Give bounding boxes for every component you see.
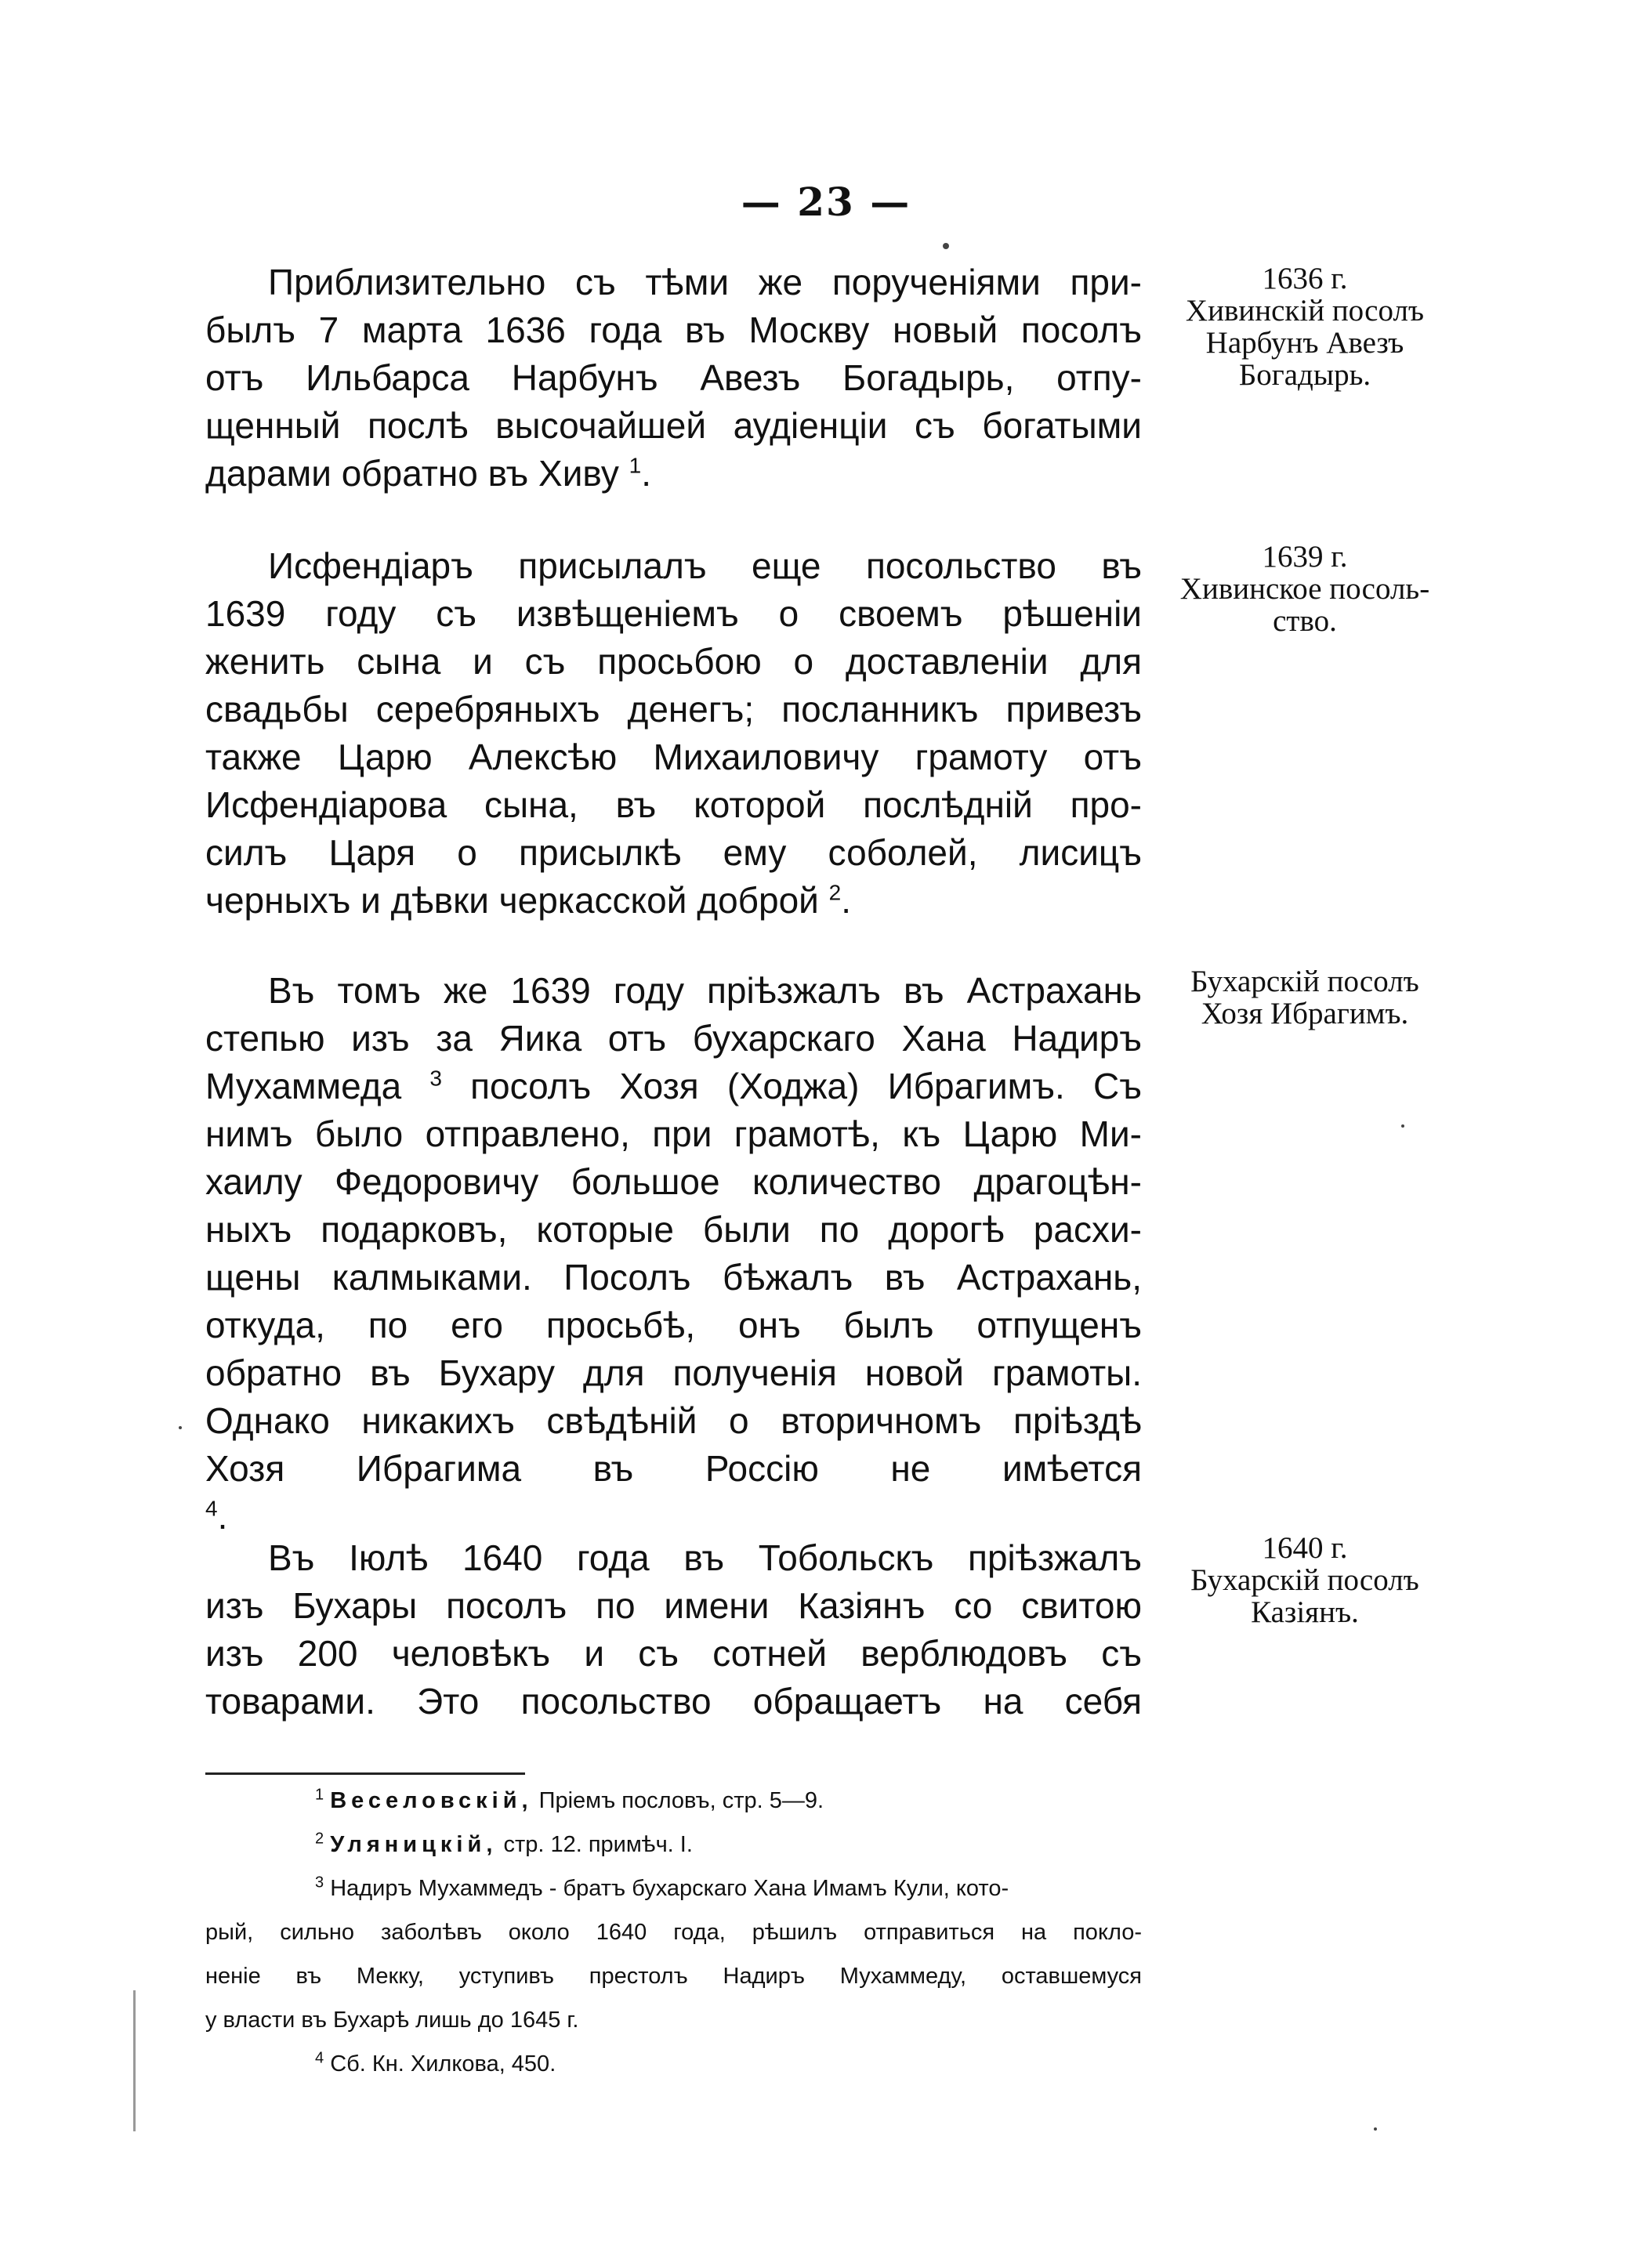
note-line: Бухарскій посолъ	[1190, 965, 1419, 998]
page-number: — 23 —	[741, 179, 911, 225]
text-line: дарами обратно въ Хиву $^1$.	[205, 453, 651, 494]
footnote-ref: 4	[205, 1496, 218, 1521]
text-line: отъ Ильбарса Нарбунъ Авезъ Богадырь, отпу-	[205, 357, 1142, 398]
text-line: хаилу Федоровичу большое количество драгоцѣн-	[205, 1161, 1142, 1202]
footnote-ref: 3	[429, 1066, 442, 1091]
footnote-ref: 1	[629, 453, 642, 478]
footnote-3-line: рый, сильно заболѣвъ около 1640 года, рѣшилъ отправиться на покло-	[205, 1920, 1142, 1945]
text-line: Исфендіарова сына, въ которой послѣдній про-	[205, 784, 1142, 825]
margin-note-1639	[1144, 541, 1465, 637]
note-line: Хивинскій посолъ	[1185, 294, 1425, 328]
text-line: степью изъ за Яика отъ бухарскаго Хана Надиръ	[205, 1018, 1142, 1059]
note-line: Бухарскій посолъ	[1190, 1563, 1419, 1597]
note-line: 1636 г.	[1262, 262, 1348, 295]
text-line: товарами. Это посольство обращаетъ на себя	[205, 1681, 1142, 1722]
paragraph-1	[205, 259, 1142, 498]
text-line: силъ Царя о присылкѣ ему соболей, лисицъ	[205, 832, 1142, 873]
text-line: Въ Іюлѣ 1640 года въ Тобольскъ пріѣзжалъ	[268, 1537, 1142, 1578]
note-line: Хивинское посоль-	[1179, 572, 1430, 606]
scan-edge-mark	[133, 1990, 136, 2131]
footnote-1: $^1$ Веселовскій, Пріемъ пословъ, стр. 5—9.	[315, 1786, 824, 1813]
text-line: обратно въ Бухару для полученія новой грамоты.	[205, 1352, 1142, 1393]
footnote-3-line: неніе въ Мекку, уступивъ престолъ Надиръ Мухаммеду, оставшемуся	[205, 1964, 1142, 1989]
text-line: $^4$.	[205, 1496, 228, 1537]
footnote-4: $^4$ Сб. Кн. Хилкова, 450.	[315, 2049, 556, 2077]
scan-speck	[943, 243, 949, 249]
text-line: щены калмыками. Посолъ бѣжалъ въ Астрахань,	[205, 1257, 1142, 1298]
text-line: Хозя Ибрагима въ Россію не имѣется	[205, 1448, 1142, 1489]
note-line: Нарбунъ Авезъ	[1205, 326, 1404, 360]
margin-note-1636	[1144, 263, 1465, 391]
scan-speck	[179, 1426, 182, 1429]
footnote-ref: 2	[828, 880, 842, 905]
scan-speck	[1374, 2127, 1377, 2131]
note-line: Хозя Ибрагимъ.	[1201, 997, 1409, 1030]
text-line: Приблизительно съ тѣми же порученіями при-	[268, 262, 1142, 302]
margin-note-1640	[1144, 1532, 1465, 1628]
margin-note-bukhara-ibragim	[1144, 965, 1465, 1030]
footnote-2: $^2$ Уляницкій, стр. 12. примѣч. I.	[315, 1830, 693, 1857]
paragraph-3	[205, 967, 1142, 1541]
footnote-divider	[205, 1772, 525, 1775]
paragraph-2	[205, 542, 1142, 925]
footnotes	[205, 1779, 1142, 2086]
text-line: откуда, по его просьбѣ, онъ былъ отпущенъ	[205, 1305, 1142, 1345]
text-line: ныхъ подарковъ, которые были по дорогѣ расхи-	[205, 1209, 1142, 1250]
text-line: щенный послѣ высочайшей аудіенціи съ богатыми	[205, 405, 1142, 446]
note-line: Казіянъ.	[1251, 1595, 1359, 1629]
note-line: 1639 г.	[1262, 540, 1348, 574]
scan-speck	[1401, 1124, 1404, 1128]
text-line: 1639 году съ извѣщеніемъ о своемъ рѣшеніи	[205, 593, 1142, 634]
note-line: 1640 г.	[1262, 1531, 1348, 1565]
text-line: Исфендіаръ присылалъ еще посольство въ	[268, 545, 1142, 586]
text-line: черныхъ и дѣвки черкасской доброй $^2$.	[205, 880, 851, 921]
text-line: свадьбы серебряныхъ денегъ; посланникъ привезъ	[205, 689, 1142, 730]
footnote-3: $^3$ Надиръ Мухаммедъ - братъ бухарскаго Хана Имамъ Кули, кото-	[315, 1874, 1009, 1901]
text-line: нимъ было отправлено, при грамотѣ, къ Царю Ми-	[205, 1113, 1142, 1154]
note-line: Богадырь.	[1238, 358, 1371, 392]
footnote-3-line: у власти въ Бухарѣ лишь до 1645 г.	[205, 2008, 579, 2033]
text-line: изъ 200 человѣкъ и съ сотней верблюдовъ съ	[205, 1633, 1142, 1674]
note-line: ство.	[1273, 604, 1337, 638]
text-line: женить сына и съ просьбою о доставленіи для	[205, 641, 1142, 682]
text-line: былъ 7 марта 1636 года въ Москву новый посолъ	[205, 310, 1142, 350]
text-line: Мухаммеда $^3$ посолъ Хозя (Ходжа) Ибрагимъ. Съ	[205, 1066, 1142, 1106]
paragraph-4	[205, 1534, 1142, 1725]
text-line: Въ томъ же 1639 году пріѣзжалъ въ Астрахань	[268, 970, 1142, 1011]
text-line: также Царю Алексѣю Михаиловичу грамоту отъ	[205, 737, 1142, 777]
text-line: Однако никакихъ свѣдѣній о вторичномъ пріѣздѣ	[205, 1400, 1142, 1441]
text-line: изъ Бухары посолъ по имени Казіянъ со свитою	[205, 1585, 1142, 1626]
